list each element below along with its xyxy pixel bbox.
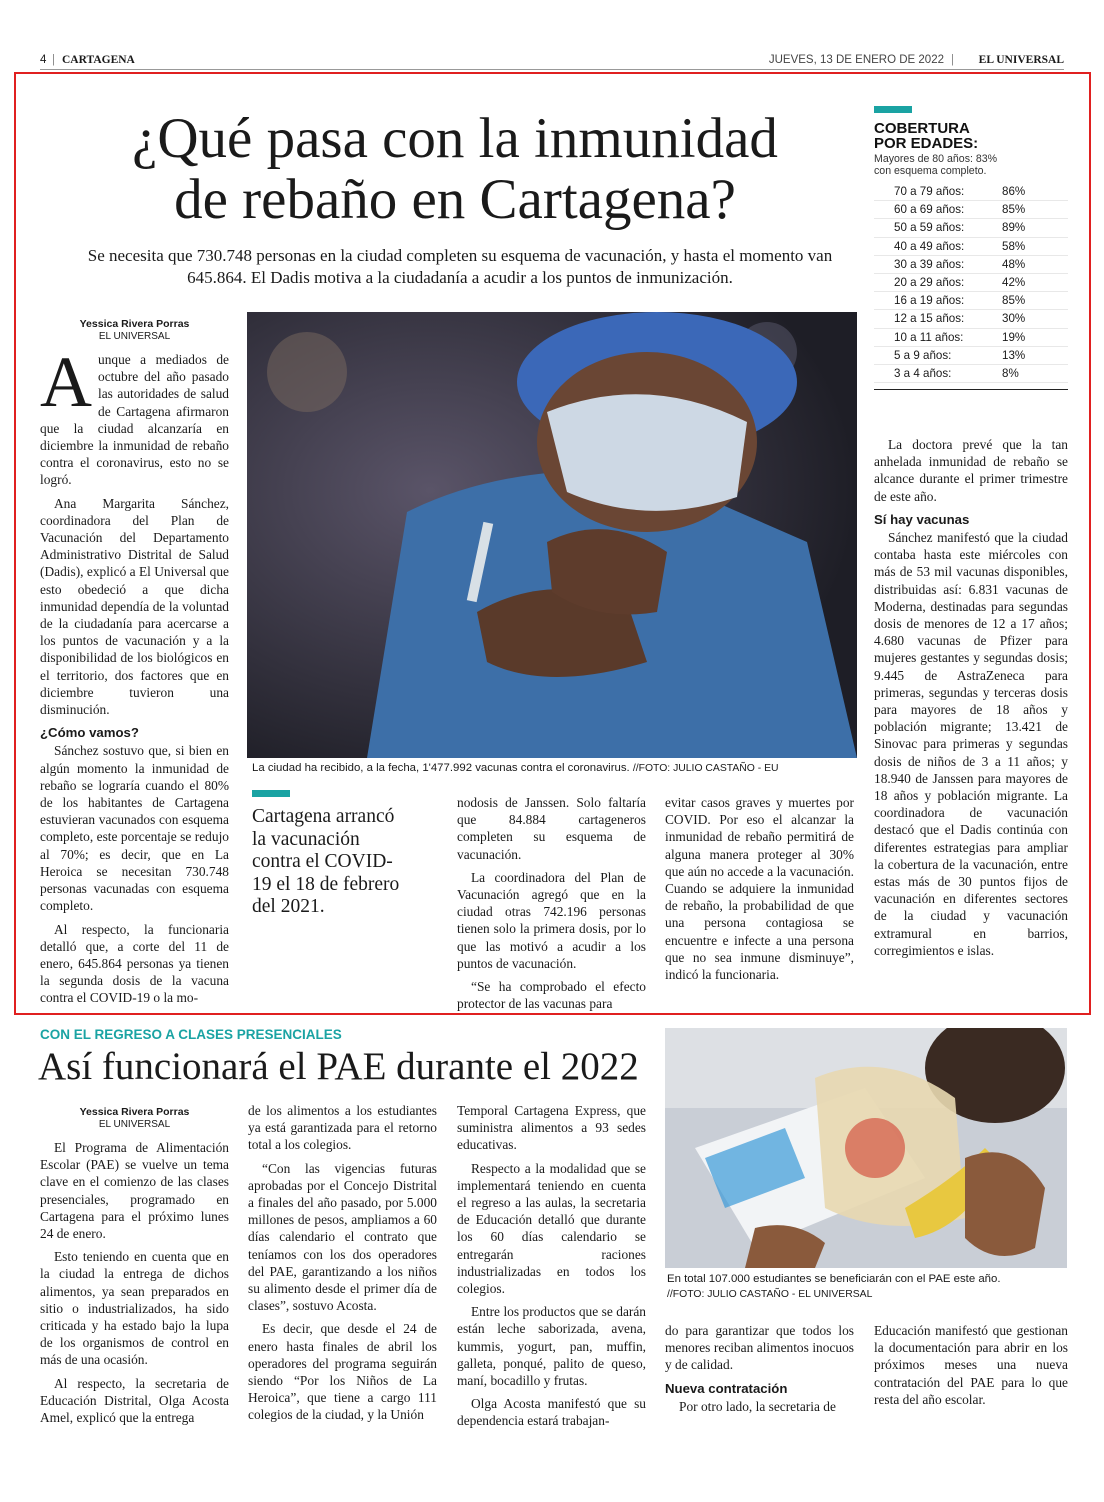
paragraph: Entre los productos que se darán están leche saborizada, avena, kummis, yogurt, pan, muffin, galleta, ponqué, palito de queso, maní, bocadillo y frutas. bbox=[457, 1304, 646, 1389]
coverage-pct: 85% bbox=[1002, 294, 1026, 308]
coverage-row bbox=[874, 292, 1068, 310]
coverage-row bbox=[874, 329, 1068, 347]
accent-bar bbox=[874, 106, 912, 113]
second-column-5 bbox=[874, 1322, 1068, 1414]
coverage-box bbox=[874, 106, 1068, 401]
page-header: 4 | CARTAGENA JUEVES, 13 DE ENERO DE 2022 | EL UNIVERSAL bbox=[40, 54, 1064, 70]
author-outlet: EL UNIVERSAL bbox=[98, 331, 171, 342]
paragraph: Sánchez manifestó que la ciudad contaba hasta este miércoles con más de 53 mil vacunas disponibles, distribuidas así: 6.831 vacunas de Moderna, destinadas para segundas dosis de menores de 12 a 17 años; 4.680 vacunas de Pfizer para mujeres gestantes y segundas dosis; 9.445 de AstraZeneca para primeras, segundas y terceras dosis para mayores de 18 años y población migrante; 13.421 de Sinovac para primeras y segundas dosis de niños de 3 a 11 años; y 18.940 de Janssen para mayores de 18 años y población migrante. La coordinadora de vacunación destacó que el Dadis continúa con diferentes estrategias para ampliar la cobertura de la vacunación, entre estas más de 30 puntos fijos de vacunación en diferentes sectores de la ciudad y vacunación extramural en barrios, corregimientos e islas. bbox=[874, 530, 1068, 958]
coverage-pct: 85% bbox=[1002, 203, 1026, 217]
coverage-age: 30 a 39 años: bbox=[894, 257, 965, 271]
pae-photo bbox=[665, 1028, 1067, 1268]
coverage-pct: 19% bbox=[1002, 330, 1026, 344]
subheading-como-vamos: ¿Cómo vamos? bbox=[40, 725, 139, 741]
author-name: Yessica Rivera Porras bbox=[79, 318, 190, 330]
second-kicker: CON EL REGRESO A CLASES PRESENCIALES bbox=[40, 1027, 342, 1042]
coverage-pct: 30% bbox=[1002, 312, 1026, 326]
coverage-table bbox=[874, 183, 1068, 383]
coverage-title-1: COBERTURA bbox=[874, 120, 970, 137]
coverage-age: 12 a 15 años: bbox=[894, 312, 965, 326]
paragraph: El Programa de Alimentación Escolar (PAE) se vuelve un tema clave en el comienzo de las clases presenciales, programado en Cartagena para el próximo lunes 24 de enero. bbox=[40, 1140, 229, 1242]
coverage-row bbox=[874, 310, 1068, 328]
main-column-5 bbox=[874, 436, 1068, 965]
paragraph: Por otro lado, la secretaria de bbox=[679, 1398, 836, 1414]
coverage-age: 50 a 59 años: bbox=[894, 221, 965, 235]
byline bbox=[40, 1106, 229, 1131]
paragraph: La doctora prevé que la tan anhelada inmunidad de rebaño se alcance durante el primer trimestre de este año. bbox=[874, 437, 1068, 504]
photo-caption bbox=[252, 762, 862, 774]
coverage-age: 10 a 11 años: bbox=[894, 330, 964, 344]
coverage-row bbox=[874, 274, 1068, 292]
caption-text: La ciudad ha recibido, a la fecha, 1'477.992 vacunas contra el coronavirus. bbox=[252, 762, 630, 774]
coverage-pct: 58% bbox=[1002, 239, 1026, 253]
section-name: CARTAGENA bbox=[62, 54, 135, 66]
coverage-row bbox=[874, 347, 1068, 365]
paragraph: nodosis de Janssen. Solo faltaría que 84.884 cartageneros completen su esquema de vacunación. bbox=[457, 795, 646, 862]
coverage-row bbox=[874, 219, 1068, 237]
main-title-line1: ¿Qué pasa con la inmunidad bbox=[132, 107, 778, 170]
second-column-1 bbox=[40, 1106, 229, 1432]
coverage-age: 60 a 69 años: bbox=[894, 203, 965, 217]
coverage-row bbox=[874, 238, 1068, 256]
paragraph: “Con las vigencias futuras aprobadas por el Concejo Distrital a finales del año pasado, por 5.000 millones de pesos, ampliamos a 60 días calendario el contrato que teníamos con los dos operadores del PAE, garantizando a los niños su alimento desde el primer día de clases”, sostuvo Acosta. bbox=[248, 1160, 437, 1314]
byline bbox=[40, 318, 229, 343]
main-subtitle: Se necesita que 730.748 personas en la ciudad completen su esquema de vacunación, y hasta el momento van 645.864. El Dadis motiva a la ciudadanía a acudir a los puntos de inmunización. bbox=[87, 246, 833, 287]
coverage-age: 70 a 79 años: bbox=[894, 185, 965, 198]
coverage-age: 5 a 9 años: bbox=[894, 348, 952, 362]
paragraph: Ana Margarita Sánchez, coordinadora del Plan de Vacunación del Departamento Administrativo Distrital de Salud (Dadis), explicó a El Universal que esto obedeció a que dicha inmunidad dependía de la voluntad de la ciudadanía para acercarse a los puntos de vacunación y a la disponibilidad de los biológicos en el territorio, dos factores que en diciembre tuvieron una disminución. bbox=[40, 495, 229, 718]
coverage-pct: 89% bbox=[1002, 221, 1026, 235]
main-title-line2: de rebaño en Cartagena? bbox=[174, 168, 736, 231]
paragraph: Temporal Cartagena Express, que suministra alimentos a 93 sedes educativas. bbox=[457, 1103, 646, 1153]
subheading-si-hay-vacunas: Sí hay vacunas bbox=[874, 511, 970, 527]
coverage-title-2: POR EDADES: bbox=[874, 135, 979, 152]
drop-cap: A bbox=[40, 342, 92, 422]
pae-photo-caption bbox=[667, 1272, 1067, 1302]
paragraph: do para garantizar que todos los menores reciban alimentos inocuos y de calidad. bbox=[665, 1323, 854, 1373]
main-column-3 bbox=[457, 794, 646, 1018]
paragraph: Es decir, que desde el 24 de enero hasta finales de abril los operadores del programa seguirán siendo “Por los Niños de La Heroica”, que tiene a cargo 111 colegios de la ciudad, y la Unión bbox=[248, 1321, 437, 1423]
coverage-pct: 48% bbox=[1002, 257, 1026, 271]
paragraph: Respecto a la modalidad que se implementará teniendo en cuenta el regreso a las aulas, la secretaria de Educación detalló que durante los 60 días calendario se entregarán raciones industrializadas en todos los colegios. bbox=[457, 1160, 646, 1297]
vaccination-photo bbox=[247, 312, 857, 758]
paragraph: “Se ha comprobado el efecto protector de las vacunas para bbox=[457, 979, 646, 1012]
coverage-row bbox=[874, 256, 1068, 274]
coverage-pct: 86% bbox=[1002, 185, 1026, 198]
paragraph: La coordinadora del Plan de Vacunación agregó que en la ciudad otras 742.196 personas tienen solo la primera dosis, por lo que las motivó a acudir a los puntos de vacunación. bbox=[457, 869, 646, 971]
paragraph: Sánchez sostuvo que, si bien en algún momento la inmunidad de rebaño se lograría cuando el 80% de los habitantes de Cartagena estuvieran vacunados con esquema completo, este porcentaje se redujo al 70%; es decir, que en La Heroica se necesitan 730.748 personas vacunadas con esquema completo. bbox=[40, 743, 229, 914]
coverage-age: 3 a 4 años: bbox=[894, 367, 952, 381]
second-column-4 bbox=[665, 1322, 854, 1421]
paragraph: Olga Acosta manifestó que su dependencia estará trabajan- bbox=[457, 1396, 646, 1429]
pullquote: Cartagena arrancó la vacunación contra el COVID-19 el 18 de febrero del 2021. bbox=[252, 806, 400, 917]
coverage-pct: 42% bbox=[1002, 276, 1026, 290]
coverage-row bbox=[874, 183, 1068, 201]
main-column-4 bbox=[665, 794, 854, 989]
paragraph: de los alimentos a los estudiantes ya está garantizada para el retorno total a los colegios. bbox=[248, 1103, 437, 1153]
newspaper-name: EL UNIVERSAL bbox=[978, 54, 1064, 66]
coverage-age: 20 a 29 años: bbox=[894, 276, 965, 290]
caption-text: En total 107.000 estudiantes se beneficiarán con el PAE este año. bbox=[667, 1273, 1001, 1285]
coverage-age: 16 a 19 años: bbox=[894, 294, 965, 308]
caption-credit: //FOTO: JULIO CASTAÑO - EL UNIVERSAL bbox=[667, 1289, 873, 1300]
author-name: Yessica Rivera Porras bbox=[79, 1106, 190, 1118]
second-title: Así funcionará el PAE durante el 2022 bbox=[38, 1045, 639, 1088]
subheading-nueva-contratacion: Nueva contratación bbox=[665, 1380, 788, 1396]
coverage-row bbox=[874, 365, 1068, 383]
second-column-3 bbox=[457, 1102, 646, 1436]
paragraph: evitar casos graves y muertes por COVID. Por eso el alcanzar la inmunidad de rebaño permitirá de alguna manera proteger al 30% que aún no accede a la vacunación. Cuando se adquiere la inmunidad de rebaño, la probabilidad de que una persona contagiosa se encuentre e infecte a una persona que no sea inmune disminuye”, indicó la funcionaria. bbox=[665, 795, 854, 983]
coverage-age: 40 a 49 años: bbox=[894, 239, 965, 253]
coverage-note: Mayores de 80 años: 83% con esquema completo. bbox=[874, 153, 998, 177]
pullquote-accent bbox=[252, 790, 290, 797]
author-outlet: EL UNIVERSAL bbox=[98, 1119, 171, 1130]
second-column-2 bbox=[248, 1102, 437, 1430]
caption-credit: //FOTO: JULIO CASTAÑO - EU bbox=[632, 763, 779, 774]
page-number: 4 bbox=[40, 54, 47, 66]
paragraph: Educación manifestó que gestionan la documentación para abrir en los próximos meses una nueva contratación del PAE para lo que resta del año escolar. bbox=[874, 1323, 1068, 1407]
main-title bbox=[40, 108, 870, 230]
paragraph: Al respecto, la secretaria de Educación Distrital, Olga Acosta Amel, explicó que la entrega bbox=[40, 1375, 229, 1426]
issue-date: JUEVES, 13 DE ENERO DE 2022 bbox=[768, 54, 944, 66]
paragraph: Aunque a mediados de octubre del año pasado las autoridades de salud de Cartagena afirmaron que la ciudad alcanzaría en diciembre la inmunidad de rebaño contra el coronavirus, esto no se logró. bbox=[40, 342, 229, 488]
main-column-1 bbox=[40, 318, 229, 1008]
coverage-pct: 13% bbox=[1002, 348, 1026, 362]
coverage-pct: 8% bbox=[1002, 367, 1019, 381]
coverage-row bbox=[874, 201, 1068, 219]
paragraph: Esto teniendo en cuenta que en la ciudad la entrega de dichos alimentos, ya sean preparados en sitio o industrializados, ha sido criticada y ha estado bajo la lupa de los organismos de control en más de una ocasión. bbox=[40, 1249, 229, 1368]
paragraph: Al respecto, la funcionaria detalló que, a corte del 11 de enero, 645.864 personas ya tienen la segunda dosis de la vacuna contra el COVID-19 o la mo- bbox=[40, 921, 229, 1006]
